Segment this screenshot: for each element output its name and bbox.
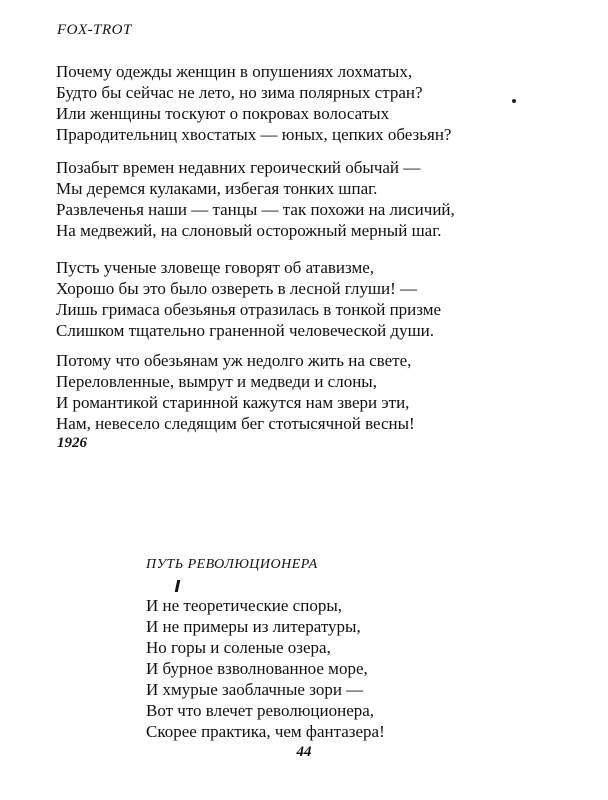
verse-line: Хорошо бы это было озвереть в лесной глуши! —	[56, 279, 418, 298]
stanza-4	[56, 350, 576, 434]
stanza-2	[56, 157, 576, 241]
verse-line: Нам, невесело следящим бег стотысячной весны!	[56, 414, 415, 433]
verse-line: Скорее практика, чем фантазера!	[146, 722, 385, 741]
verse-line: Переловленные, вымрут и медведи и слоны,	[56, 372, 377, 391]
verse-line: Лишь гримаса обезьянья отразилась в тонкой призме	[56, 300, 442, 319]
verse-line: Мы деремся кулаками, избегая тонких шпаг.	[56, 179, 378, 198]
verse-line: Будто бы сейчас не лето, но зима полярных стран?	[56, 83, 423, 102]
verse-line: И хмурые заоблачные зори —	[146, 680, 364, 699]
verse-line: И романтикой старинной кажутся нам звери эти,	[56, 393, 410, 412]
verse-line: Позабыт времен недавних героический обычай —	[56, 158, 421, 177]
poem-title-revolutionary-path: ПУТЬ РЕВОЛЮЦИОНЕРА	[146, 557, 318, 572]
verse-line: И не примеры из литературы,	[146, 617, 361, 636]
section-mark-icon	[175, 580, 181, 592]
verse-line: Или женщины тоскуют о покровах волосатых	[56, 104, 390, 123]
verse-line: Развлеченья наши — танцы — так похожи на лисичий,	[56, 200, 455, 219]
poem-title-fox-trot: FOX-TROT	[57, 22, 132, 38]
verse-line: Вот что влечет революционера,	[146, 701, 375, 720]
verse-line: На медвежий, на слоновый осторожный мерный шаг.	[56, 221, 442, 240]
stanza-3	[56, 257, 576, 341]
verse-line: Прародительниц хвостатых — юных, цепких обезьян?	[56, 125, 452, 144]
print-speck	[512, 99, 516, 103]
verse-line: Потому что обезьянам уж недолго жить на свете,	[56, 351, 412, 370]
page-number: 44	[296, 744, 312, 760]
verse-line: И бурное взволнованное море,	[146, 659, 368, 678]
poem2-stanza	[146, 595, 506, 742]
stanza-1	[56, 61, 576, 145]
verse-line: Почему одежды женщин в опушениях лохматых,	[56, 62, 413, 81]
verse-line: Но горы и соленые озера,	[146, 638, 331, 657]
verse-line: Пусть ученые зловеще говорят об атавизме,	[56, 258, 375, 277]
verse-line: И не теоретические споры,	[146, 596, 342, 615]
poem-date: 1926	[57, 435, 87, 451]
verse-line: Слишком тщательно граненной человеческой души.	[56, 321, 435, 340]
